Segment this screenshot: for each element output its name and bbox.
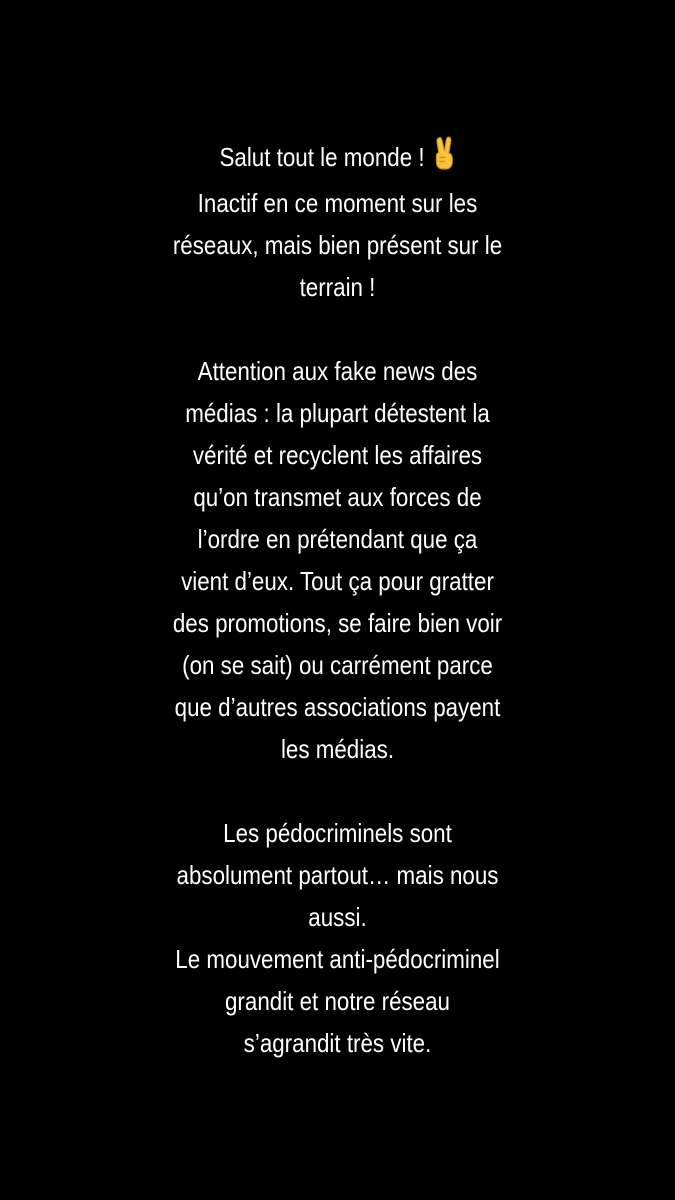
fake-news-line-4: qu’on transmet aux forces de xyxy=(193,482,482,512)
fake-news-line-9: que d’autres associations payent xyxy=(174,692,501,722)
victory-hand-icon xyxy=(433,136,455,182)
story-text xyxy=(142,136,533,1064)
greeting-text: Salut tout le monde ! xyxy=(219,142,425,172)
movement-line-4: Le mouvement anti-pédocriminel xyxy=(175,944,500,974)
greeting-paragraph xyxy=(142,136,533,308)
fake-news-paragraph xyxy=(142,350,533,770)
movement-line-2: absolument partout… mais nous xyxy=(176,860,499,890)
fake-news-line-6: vient d’eux. Tout ça pour gratter xyxy=(181,566,494,596)
fake-news-line-7: des promotions, se faire bien voir xyxy=(172,608,503,638)
inactive-line: Inactif en ce moment sur les xyxy=(197,188,478,218)
greeting-line xyxy=(142,136,533,182)
paragraph-gap xyxy=(142,308,533,350)
fake-news-line-3: vérité et recyclent les affaires xyxy=(192,440,483,470)
field-line: terrain ! xyxy=(299,272,376,302)
fake-news-line-5: l’ordre en prétendant que ça xyxy=(197,524,478,554)
movement-line-6: s’agrandit très vite. xyxy=(243,1028,432,1058)
movement-line-5: grandit et notre réseau xyxy=(225,986,450,1016)
networks-line: réseaux, mais bien présent sur le xyxy=(172,230,503,260)
paragraph-gap xyxy=(142,770,533,812)
movement-line-3: aussi. xyxy=(308,902,367,932)
fake-news-line-10: les médias. xyxy=(280,734,395,764)
movement-paragraph xyxy=(142,812,533,1064)
fake-news-line-8: (on se sait) ou carrément parce xyxy=(182,650,493,680)
fake-news-line-1: Attention aux fake news des xyxy=(197,356,478,386)
movement-line-1: Les pédocriminels sont xyxy=(223,818,452,848)
fake-news-line-2: médias : la plupart détestent la xyxy=(185,398,490,428)
